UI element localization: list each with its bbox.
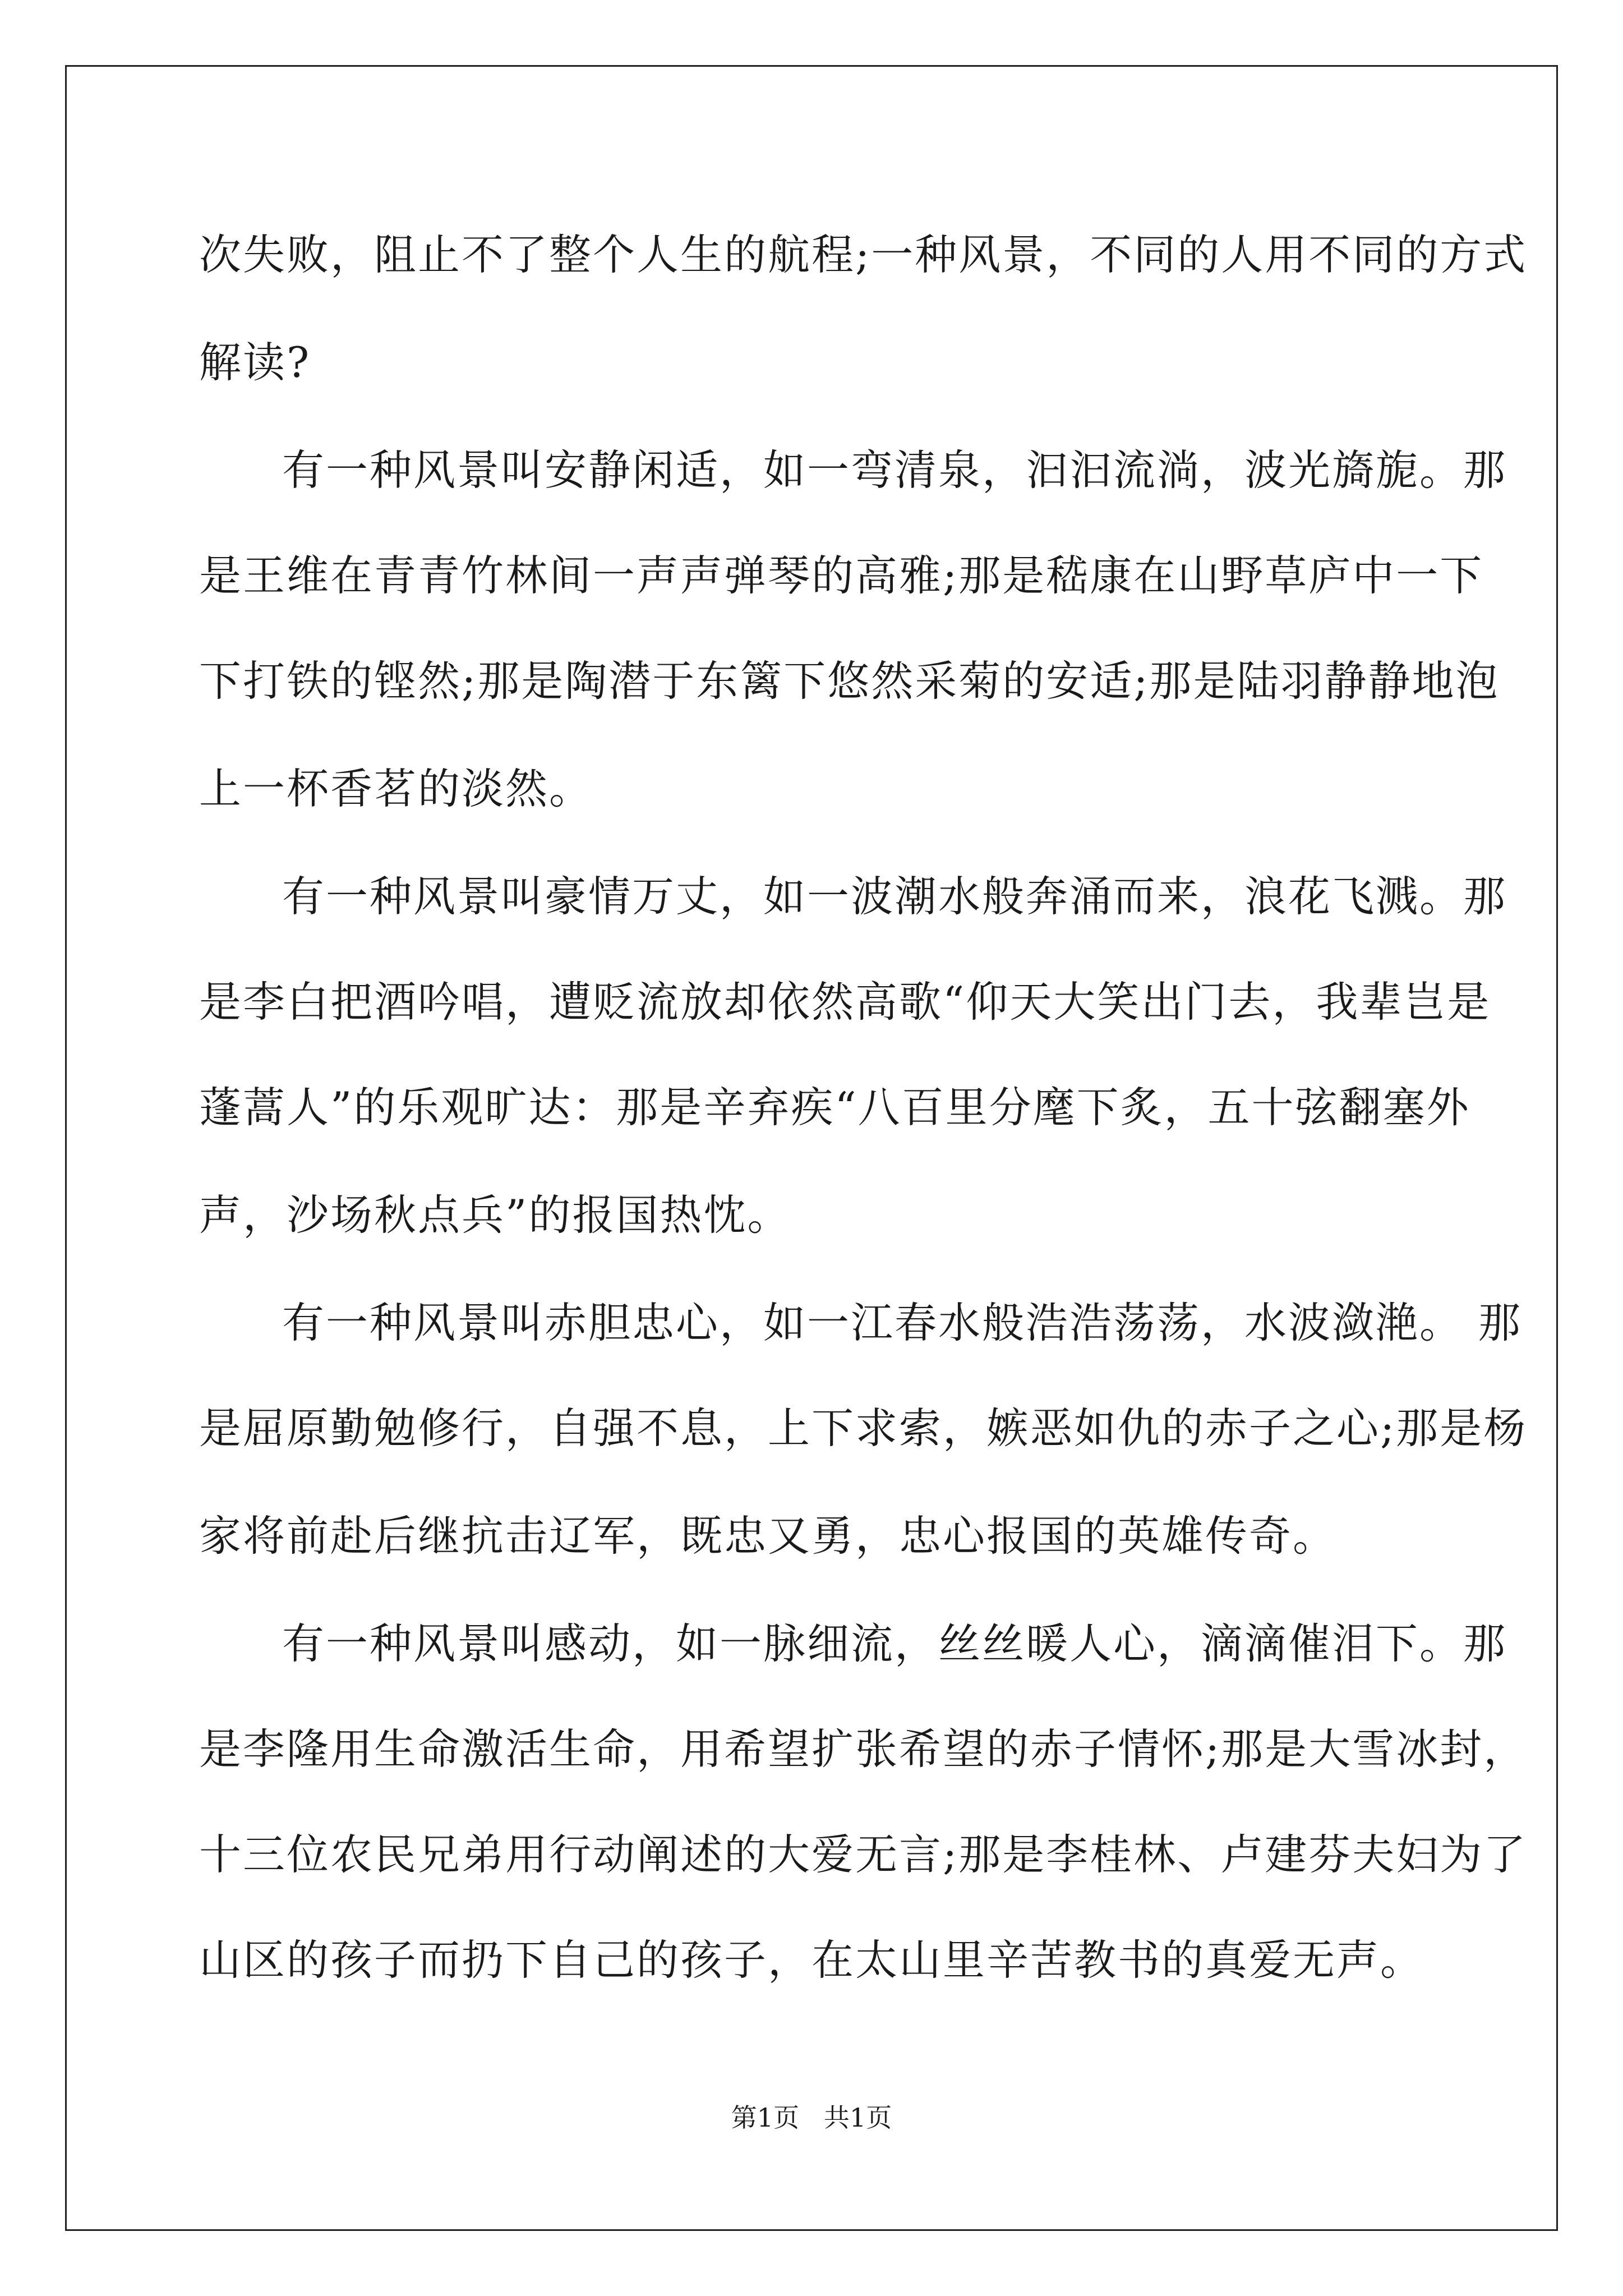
text-line: 蓬蒿人”的乐观旷达：那是辛弃疾“八百里分麾下炙，五十弦翻塞外	[199, 1083, 1470, 1132]
text-line: 家将前赴后继抗击辽军，既忠又勇，忠心报国的英雄传奇。	[199, 1511, 1337, 1561]
text-line: 是屈原勤勉修行，自强不息，上下求索，嫉恶如仇的赤子之心;那是杨	[199, 1404, 1528, 1453]
text-line: 是王维在青青竹林间一声声弹琴的高雅;那是嵇康在山野草庐中一下	[199, 551, 1484, 600]
text-line: 是李隆用生命激活生命，用希望扩张希望的赤子情怀;那是大雪冰封，	[199, 1724, 1528, 1774]
text-line: 山区的孩子而扔下自己的孩子，在太山里辛苦教书的真爱无声。	[199, 1935, 1424, 1985]
text-line: 次失败，阻止不了整个人生的航程;一种风景，不同的人用不同的方式	[199, 230, 1528, 279]
paragraph-first-line: 有一种风景叫赤胆忠心，如一江春水般浩浩荡荡，水波潋滟。 那	[282, 1298, 1522, 1347]
text-line: 下打铁的铿然;那是陶潜于东篱下悠然采菊的安适;那是陆羽静静地泡	[199, 656, 1500, 706]
text-line: 十三位农民兄弟用行动阐述的大爱无言;那是李桂林、卢建芬夫妇为了	[199, 1830, 1528, 1879]
text-line: 声，沙场秋点兵”的报国热忱。	[199, 1190, 791, 1240]
paragraph-first-line: 有一种风景叫感动，如一脉细流，丝丝暖人心，滴滴催泪下。那	[282, 1619, 1507, 1668]
paragraph-first-line: 有一种风景叫豪情万丈，如一波潮水般奔涌而来，浪花飞溅。那	[282, 872, 1507, 921]
paragraph-first-line: 有一种风景叫安静闲适，如一弯清泉，汩汩流淌，波光旖旎。那	[282, 445, 1507, 495]
text-line: 解读?	[199, 338, 311, 387]
text-line: 上一杯香茗的淡然。	[199, 764, 593, 813]
text-line: 是李白把酒吟唱，遭贬流放却依然高歌“仰天大笑出门去，我辈岂是	[199, 977, 1491, 1027]
page-number-footer: 第1页 共1页	[731, 2102, 892, 2133]
document-body	[199, 202, 1528, 2013]
